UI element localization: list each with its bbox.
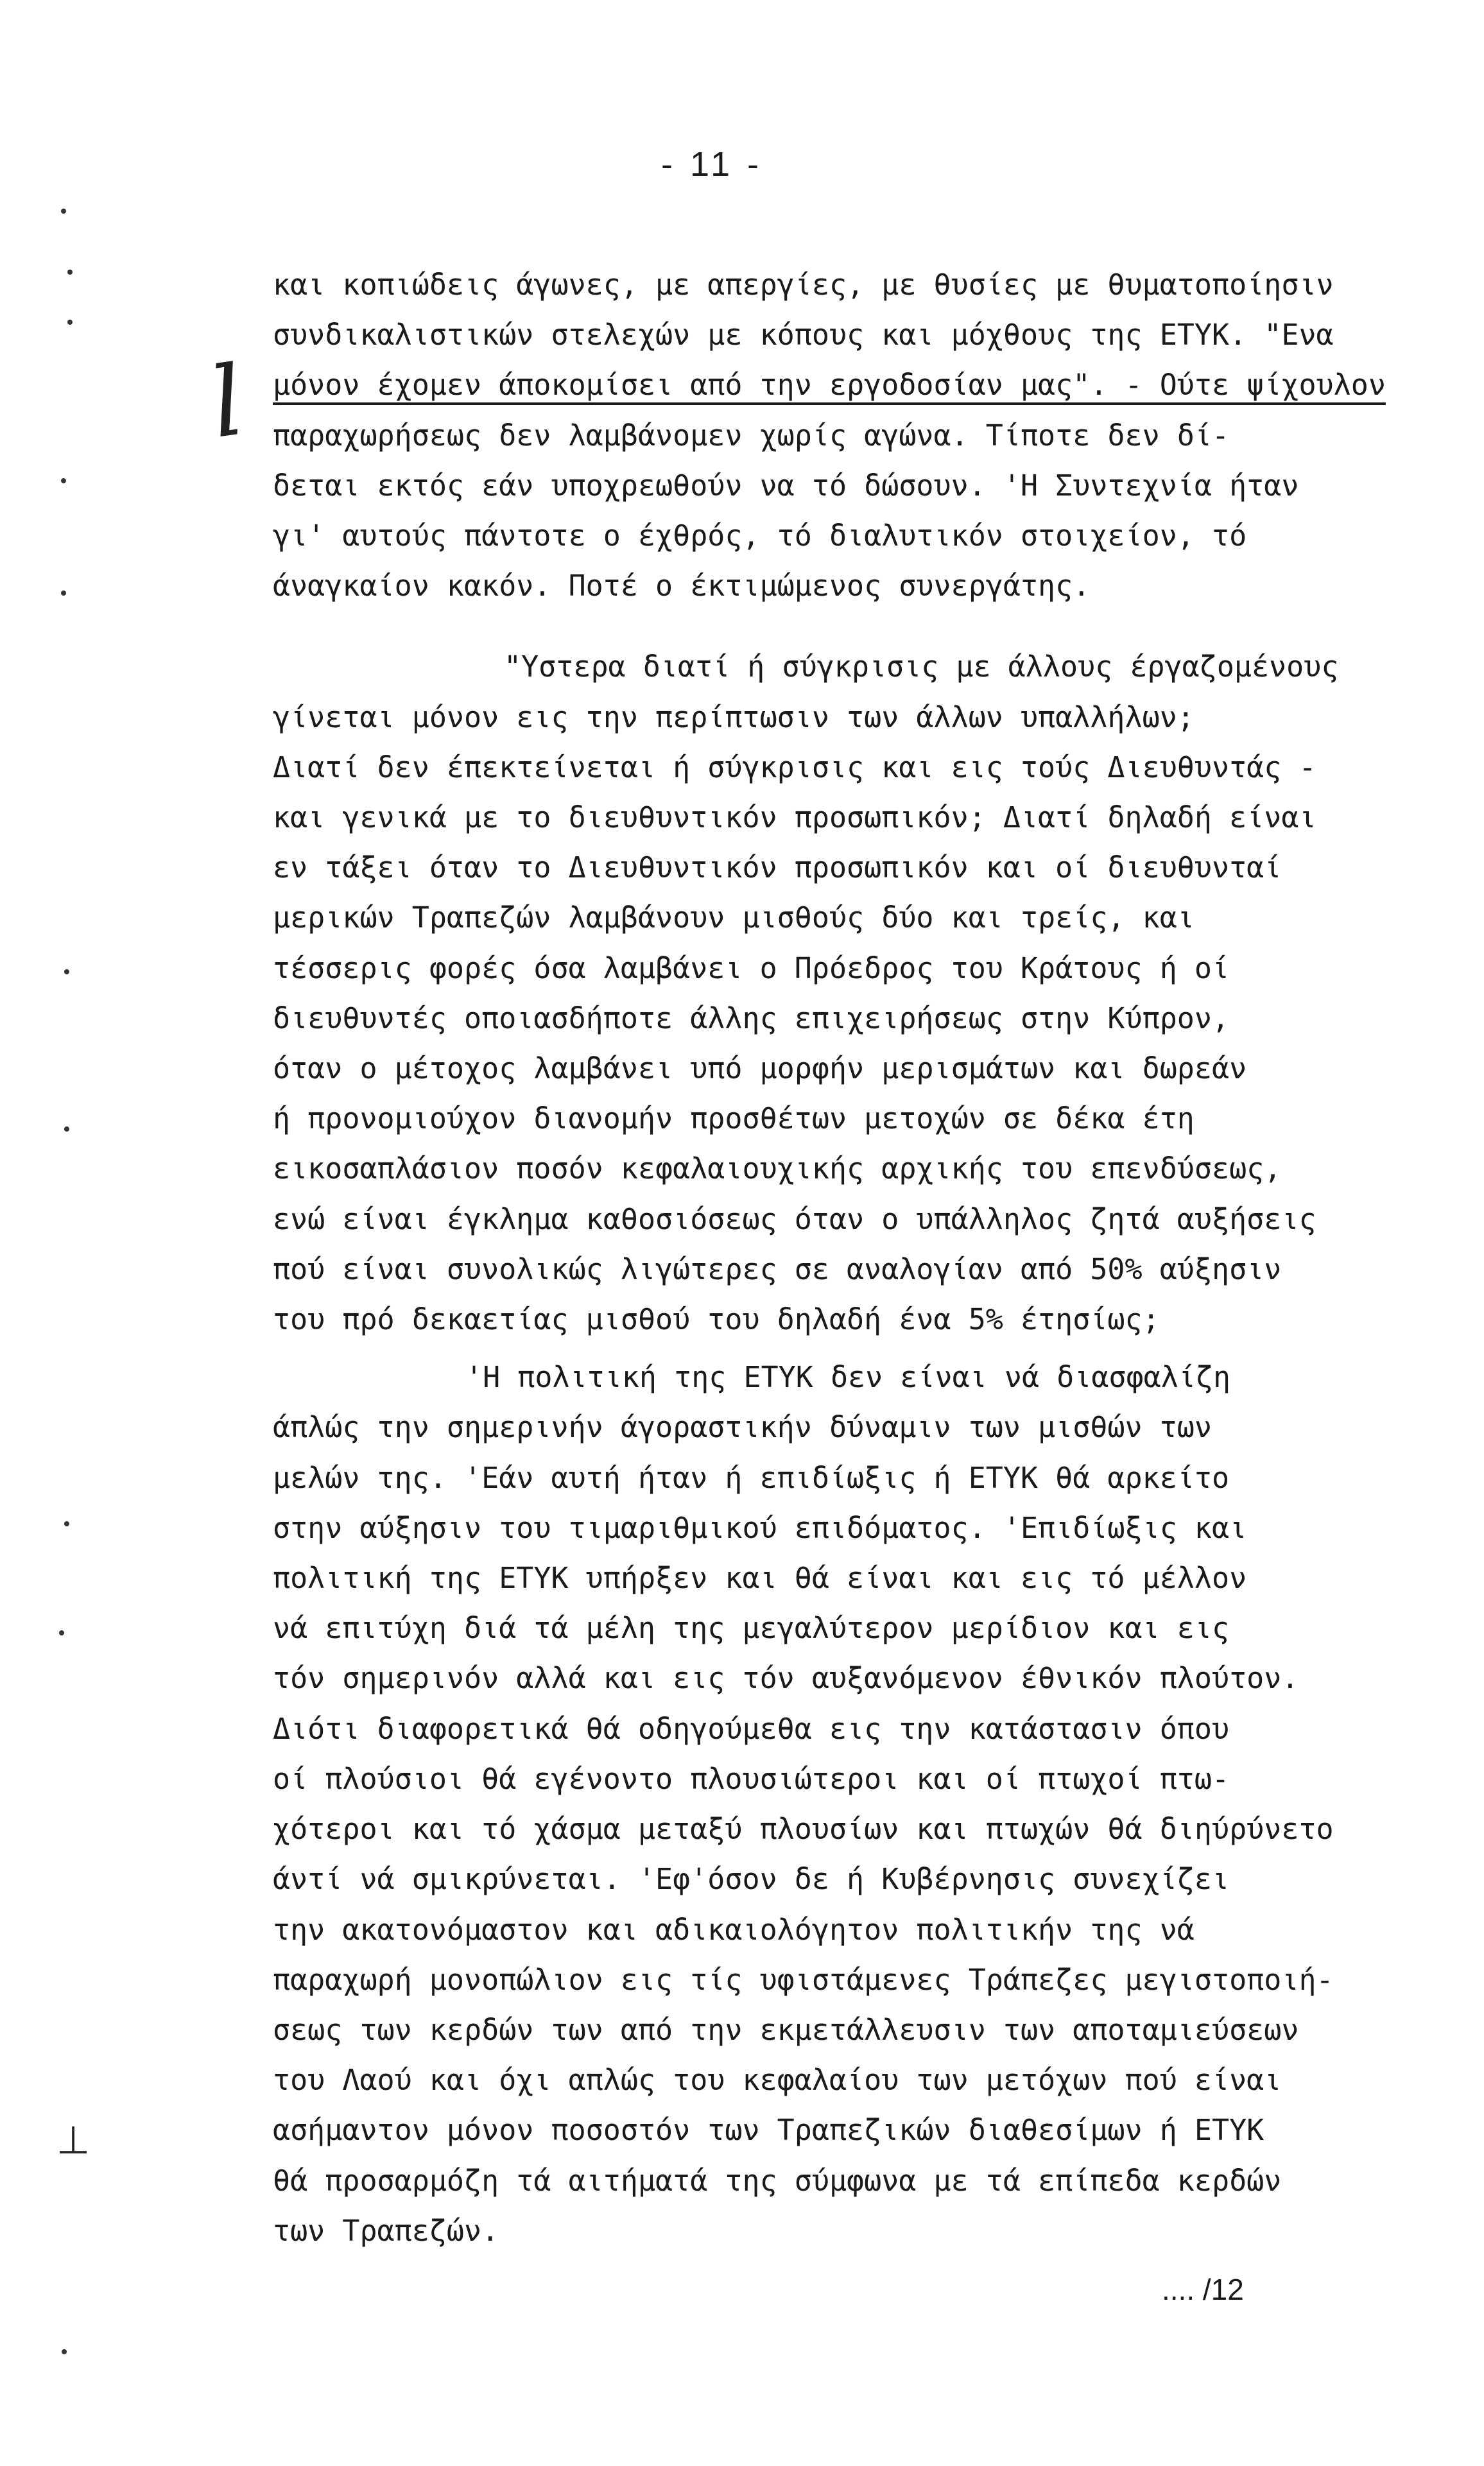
text-line: διευθυντές οποιασδήποτε άλλης επιχειρήσεως στην Κύπρον, [273,1001,1230,1035]
text-line: άπλώς την σημερινήν άγοραστικήν δύναμιν των μισθών των [273,1410,1212,1445]
text-line: δεται εκτός εάν υποχρεωθούν να τό δώσουν. 'Η Συντεχνία ήταν [273,468,1299,503]
text-line: ή προνομιούχον διανομήν προσθέτων μετοχών σε δέκα έτη [273,1101,1195,1136]
margin-dot [62,2349,67,2354]
text-line: συνδικαλιστικών στελεχών με κόπους και μόχθους της ΕΤΥΚ. "Ενα [273,318,1334,352]
text-line: ασήμαντον μόνον ποσοστόν των Τραπεζικών διαθεσίμων ή ΕΤΥΚ [273,2113,1264,2148]
text-line: τόν σημερινόν αλλά και εις τόν αυξανόμενον έθνικόν πλούτον. [273,1661,1299,1696]
paragraph-start-line: 'Η πολιτική της ΕΤΥΚ δεν είναι νά διασφαλίζη [465,1360,1231,1395]
text-line: γίνεται μόνον εις την περίπτωσιν των άλλων υπαλλήλων; [273,700,1195,734]
margin-dot [67,270,73,275]
margin-dot [64,1521,69,1526]
text-line: στην αύξησιν του τιμαριθμικού επιδόματος. 'Επιδίωξις και [273,1510,1247,1545]
text-line: και γενικά με το διευθυντικόν προσωπικόν; Διατί δηλαδή είναι [273,800,1316,835]
text-line: σεως των κερδών των από την εκμετάλλευσιν των αποταμιεύσεων [273,2012,1299,2047]
text-line: οί πλούσιοι θά εγένοντο πλουσιώτεροι και οί πτωχοί πτω- [273,1761,1230,1796]
text-line: εικοσαπλάσιον ποσόν κεφαλαιουχικής αρχικής του επενδύσεως, [273,1151,1282,1186]
text-line: μελών της. 'Εάν αυτή ήταν ή επιδίωξις ή ΕΤΥΚ θά αρκείτο [273,1460,1230,1495]
text-line: εν τάξει όταν το Διευθυντικόν προσωπικόν και οί διευθυνταί [273,850,1282,885]
margin-dot [61,591,66,596]
margin-dot [61,478,66,483]
text-line: τέσσερις φορές όσα λαμβάνει ο Πρόεδρος του Κράτους ή οί [273,951,1230,985]
text-line: νά επιτύχη διά τά μέλη της μεγαλύτερον μερίδιον και εις [273,1611,1230,1646]
text-line: την ακατονόμαστον και αδικαιολόγητον πολιτικήν της νά [273,1912,1195,1947]
text-line: Διατί δεν έπεκτείνεται ή σύγκρισις και εις τούς Διευθυντάς - [273,750,1316,784]
margin-dot [59,1630,64,1635]
text-line: χότεροι και τό χάσμα μεταξύ πλουσίων και πτωχών θά διηύρύνετο [273,1812,1334,1847]
continuation-page-ref: .... /12 [1162,2273,1244,2306]
text-line: παραχωρή μονοπώλιον εις τίς υφιστάμενες Τράπεζες μεγιστοποιή- [273,1962,1334,1997]
paragraph-start-line: "Υστερα διατί ή σύγκρισις με άλλους έργαζομένους [504,650,1339,684]
margin-dot [67,320,73,325]
margin-handwritten-mark: l [204,345,250,460]
text-line-underlined: μόνον έχομεν άποκομίσει από την εργοδοσίαν μας". - Ούτε ψίχουλον [273,368,1386,402]
margin-tick-mark: ⊥ [56,2118,91,2163]
text-line: και κοπιώδεις άγωνες, με απεργίες, με θυσίες με θυματοποίησιν [273,268,1334,302]
page-number: - 11 - [661,145,763,184]
body-text [273,260,1484,2256]
margin-dot [61,209,66,214]
text-line: των Τραπεζών. [273,2213,499,2248]
text-line: ενώ είναι έγκλημα καθοσιόσεως όταν ο υπάλληλος ζητά αυξήσεις [273,1202,1316,1236]
text-line: Διότι διαφορετικά θά οδηγούμεθα εις την κατάστασιν όπου [273,1711,1230,1746]
text-line: άναγκαίον κακόν. Ποτέ ο έκτιμώμενος συνεργάτης. [273,569,1091,603]
text-line: άντί νά σμικρύνεται. 'Εφ'όσον δε ή Κυβέρνησις συνεχίζει [273,1862,1230,1897]
text-line: του Λαού και όχι απλώς του κεφαλαίου των μετόχων πού είναι [273,2063,1282,2098]
text-line: θά προσαρμόζη τά αιτήματά της σύμφωνα με τά επίπεδα κερδών [273,2163,1282,2198]
margin-dot [64,969,69,974]
text-line: γι' αυτούς πάντοτε ο έχθρός, τό διαλυτικόν στοιχείον, τό [273,519,1247,553]
text-line: πολιτική της ΕΤΥΚ υπήρξεν και θά είναι και εις τό μέλλον [273,1561,1247,1596]
margin-dot [64,1126,69,1132]
text-line: πού είναι συνολικώς λιγώτερες σε αναλογίαν από 50% αύξησιν [273,1252,1282,1286]
text-line: όταν ο μέτοχος λαμβάνει υπό μορφήν μερισμάτων και δωρεάν [273,1051,1247,1086]
text-line: παραχωρήσεως δεν λαμβάνομεν χωρίς αγώνα. Τίποτε δεν δί- [273,418,1230,453]
text-line: του πρό δεκαετίας μισθού του δηλαδή ένα 5% έτησίως; [273,1302,1160,1337]
text-line: μερικών Τραπεζών λαμβάνουν μισθούς δύο και τρείς, και [273,901,1195,935]
